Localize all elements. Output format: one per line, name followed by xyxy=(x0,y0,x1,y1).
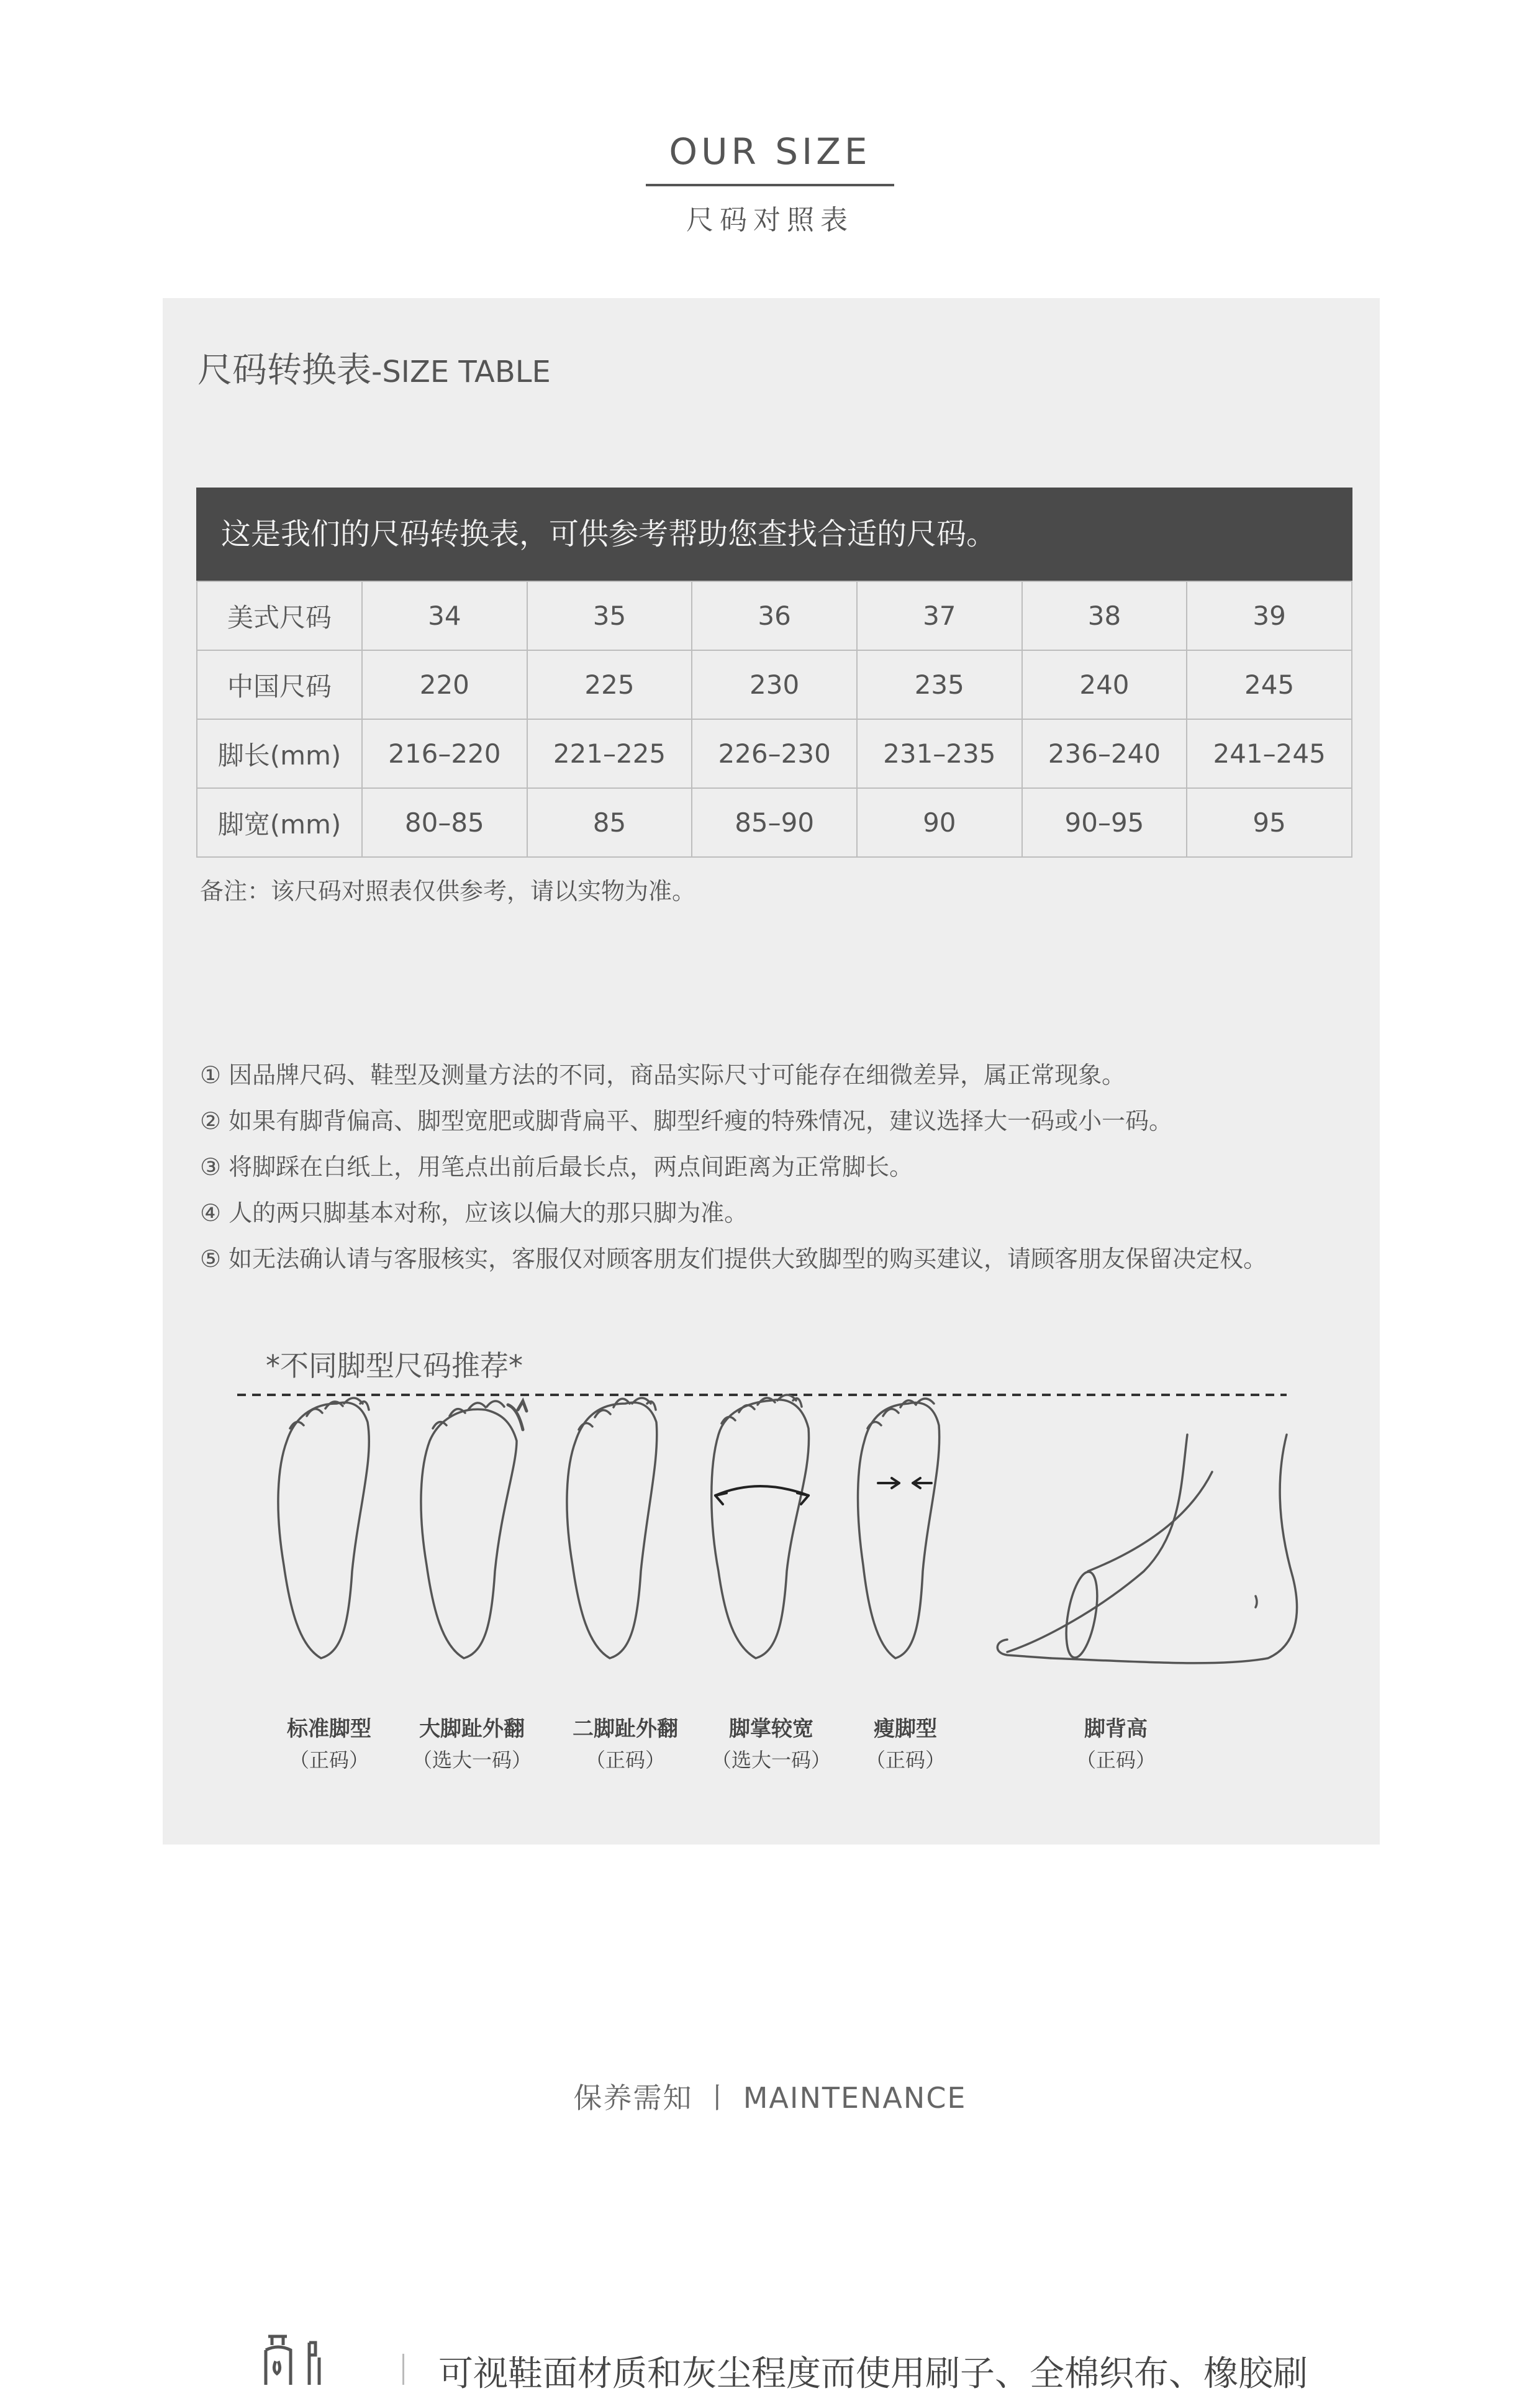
foot-slim-icon xyxy=(858,1399,940,1658)
table-cell: 39 xyxy=(1187,581,1352,650)
table-cell: 245 xyxy=(1187,650,1352,719)
foot-types-illustration xyxy=(163,1385,1380,1733)
row-header: 脚宽(mm) xyxy=(197,788,362,857)
row-header: 脚长(mm) xyxy=(197,719,362,788)
foot-label-name: 二脚趾外翻 xyxy=(573,1717,678,1741)
table-cell: 36 xyxy=(692,581,857,650)
table-cell: 240 xyxy=(1022,650,1187,719)
maintenance-heading: 保养需知 丨 MAINTENANCE xyxy=(573,2081,967,2115)
tip-item: ③ 将脚踩在白纸上，用笔点出前后最长点，两点间距离为正常脚长。 xyxy=(200,1153,913,1181)
foot-second-toe-icon xyxy=(567,1398,657,1658)
table-cell: 226–230 xyxy=(692,719,857,788)
cleaner-bottle-icon xyxy=(260,2330,328,2385)
foot-label-name: 标准脚型 xyxy=(287,1717,371,1741)
maintenance-text: 可视鞋面材质和灰尘程度而使用刷子、全棉织布、橡胶刷 xyxy=(438,2354,1308,2394)
table-note: 备注：该尺码对照表仅供参考，请以实物为准。 xyxy=(200,878,696,905)
table-cell: 221–225 xyxy=(527,719,692,788)
table-cell: 85–90 xyxy=(692,788,857,857)
tip-item: ⑤ 如无法确认请与客服核实，客服仅对顾客朋友们提供大致脚型的购买建议，请顾客朋友保留决定权。 xyxy=(200,1245,1267,1273)
foot-label-rec: （选大一码） xyxy=(412,1748,532,1772)
foot-label-name: 瘦脚型 xyxy=(874,1717,937,1741)
table-cell: 220 xyxy=(362,650,527,719)
foot-label-rec: （正码） xyxy=(289,1748,369,1772)
table-cell: 231–235 xyxy=(857,719,1022,788)
page-title: OUR SIZE xyxy=(669,130,871,173)
foot-label-rec: （正码） xyxy=(1076,1748,1156,1772)
foot-high-instep-icon xyxy=(997,1435,1297,1663)
foot-types-title: *不同脚型尺码推荐* xyxy=(266,1349,523,1382)
table-cell: 241–245 xyxy=(1187,719,1352,788)
foot-label-name: 脚掌较宽 xyxy=(729,1717,813,1741)
foot-label-name: 脚背高 xyxy=(1084,1717,1148,1741)
table-cell: 35 xyxy=(527,581,692,650)
panel-title xyxy=(197,343,551,393)
foot-bunion-icon xyxy=(421,1401,527,1658)
foot-label-rec: （正码） xyxy=(865,1748,945,1772)
foot-label xyxy=(694,1712,849,1773)
row-header: 中国尺码 xyxy=(197,650,362,719)
table-cell: 90 xyxy=(857,788,1022,857)
table-cell: 230 xyxy=(692,650,857,719)
table-cell: 90–95 xyxy=(1022,788,1187,857)
foot-label xyxy=(251,1712,407,1773)
tip-item: ② 如果有脚背偏高、脚型宽肥或脚背扁平、脚型纤瘦的特殊情况，建议选择大一码或小一码。 xyxy=(200,1107,1173,1135)
foot-standard-icon xyxy=(278,1398,369,1658)
foot-label xyxy=(1038,1712,1194,1773)
foot-label xyxy=(394,1712,550,1773)
table-row xyxy=(197,719,1352,788)
foot-wide-icon xyxy=(712,1395,809,1658)
table-cell: 225 xyxy=(527,650,692,719)
maintenance-divider xyxy=(402,2354,404,2385)
table-row xyxy=(197,650,1352,719)
table-cell: 236–240 xyxy=(1022,719,1187,788)
table-cell: 38 xyxy=(1022,581,1187,650)
table-row xyxy=(197,788,1352,857)
table-cell: 235 xyxy=(857,650,1022,719)
panel-title-cn: 尺码转换表 xyxy=(197,350,371,391)
table-banner: 这是我们的尺码转换表，可供参考帮助您查找合适的尺码。 xyxy=(196,488,1352,581)
table-cell: 37 xyxy=(857,581,1022,650)
foot-label-name: 大脚趾外翻 xyxy=(419,1717,525,1741)
table-row xyxy=(197,581,1352,650)
table-cell: 80–85 xyxy=(362,788,527,857)
title-underline xyxy=(646,184,894,186)
tip-item: ④ 人的两只脚基本对称，应该以偏大的那只脚为准。 xyxy=(200,1199,748,1227)
table-cell: 34 xyxy=(362,581,527,650)
table-cell: 95 xyxy=(1187,788,1352,857)
foot-label xyxy=(828,1712,983,1773)
tips-list xyxy=(200,1056,1267,1286)
table-cell: 85 xyxy=(527,788,692,857)
page-subtitle: 尺码对照表 xyxy=(686,204,854,236)
foot-label-rec: （正码） xyxy=(585,1748,665,1772)
foot-label-rec: （选大一码） xyxy=(711,1748,831,1772)
tip-item: ① 因品牌尺码、鞋型及测量方法的不同，商品实际尺寸可能存在细微差异，属正常现象。 xyxy=(200,1061,1126,1089)
foot-label xyxy=(548,1712,703,1773)
panel-title-en: -SIZE TABLE xyxy=(371,355,551,389)
row-header: 美式尺码 xyxy=(197,581,362,650)
table-cell: 216–220 xyxy=(362,719,527,788)
size-table xyxy=(196,581,1352,858)
